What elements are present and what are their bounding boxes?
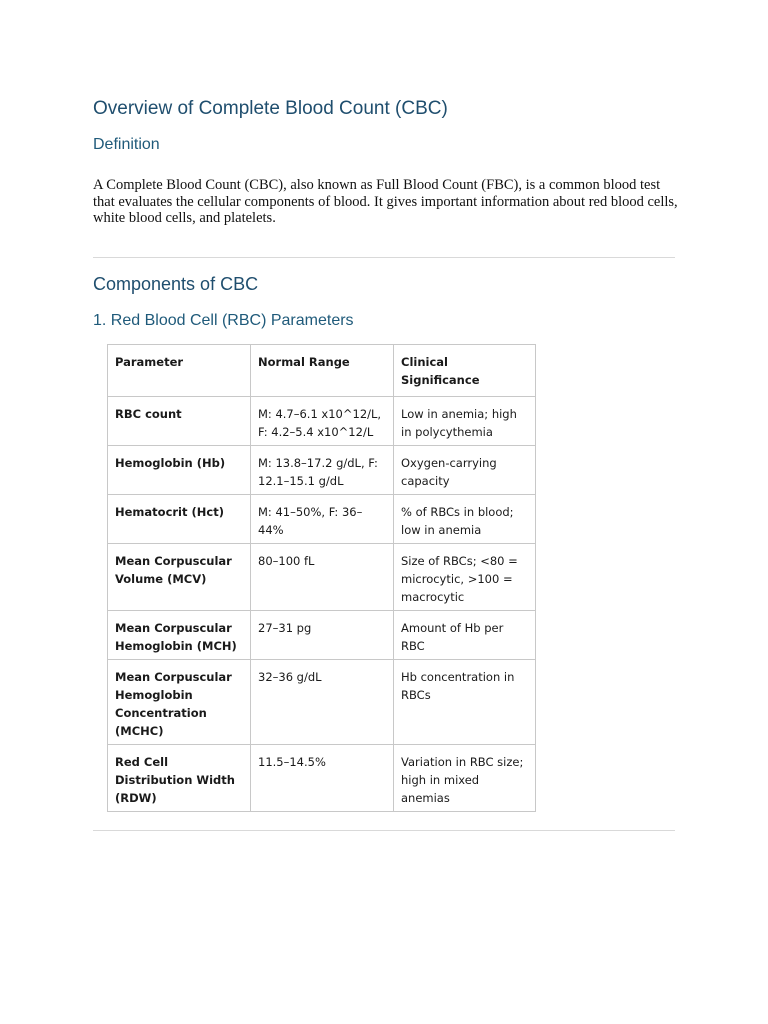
cell-clinical-significance: Size of RBCs; <80 = microcytic, >100 = macrocytic [394,544,536,611]
definition-heading: Definition [93,136,160,153]
cell-normal-range: 11.5–14.5% [251,745,394,812]
header-parameter: Parameter [108,345,251,397]
definition-paragraph: A Complete Blood Count (CBC), also known as Full Blood Count (FBC), is a common blood test that evaluates the cellular components of blood. It gives important information about red blood cells, white blood cells, and platelets. [93,177,678,226]
cell-normal-range: M: 4.7–6.1 x10^12/L, F: 4.2–5.4 x10^12/L [251,397,394,446]
cell-parameter: Mean Corpuscular Hemoglobin (MCH) [108,611,251,660]
section-divider [93,830,675,831]
cell-normal-range: M: 41–50%, F: 36–44% [251,495,394,544]
table-row [108,495,536,544]
table-row [108,544,536,611]
table-row [108,397,536,446]
header-normal-range: Normal Range [251,345,394,397]
page-title: Overview of Complete Blood Count (CBC) [93,98,448,119]
rbc-parameters-table [107,344,536,812]
cell-parameter: RBC count [108,397,251,446]
cell-clinical-significance: Variation in RBC size; high in mixed anemias [394,745,536,812]
table-row [108,611,536,660]
table-row [108,745,536,812]
cell-normal-range: 27–31 pg [251,611,394,660]
table-header-row [108,345,536,397]
cell-clinical-significance: Low in anemia; high in polycythemia [394,397,536,446]
rbc-parameters-heading: 1. Red Blood Cell (RBC) Parameters [93,312,354,329]
cell-parameter: Hematocrit (Hct) [108,495,251,544]
cell-clinical-significance: Hb concentration in RBCs [394,660,536,745]
cell-normal-range: 80–100 fL [251,544,394,611]
components-heading: Components of CBC [93,274,259,294]
cell-parameter: Hemoglobin (Hb) [108,446,251,495]
cell-parameter: Mean Corpuscular Volume (MCV) [108,544,251,611]
header-clinical-significance: Clinical Significance [394,345,536,397]
cell-clinical-significance: Amount of Hb per RBC [394,611,536,660]
table-row [108,446,536,495]
cell-clinical-significance: % of RBCs in blood; low in anemia [394,495,536,544]
section-divider [93,257,675,258]
table-row [108,660,536,745]
cell-normal-range: 32–36 g/dL [251,660,394,745]
cell-parameter: Mean Corpuscular Hemoglobin Concentration (MCHC) [108,660,251,745]
cell-parameter: Red Cell Distribution Width (RDW) [108,745,251,812]
cell-clinical-significance: Oxygen-carrying capacity [394,446,536,495]
cell-normal-range: M: 13.8–17.2 g/dL, F: 12.1–15.1 g/dL [251,446,394,495]
